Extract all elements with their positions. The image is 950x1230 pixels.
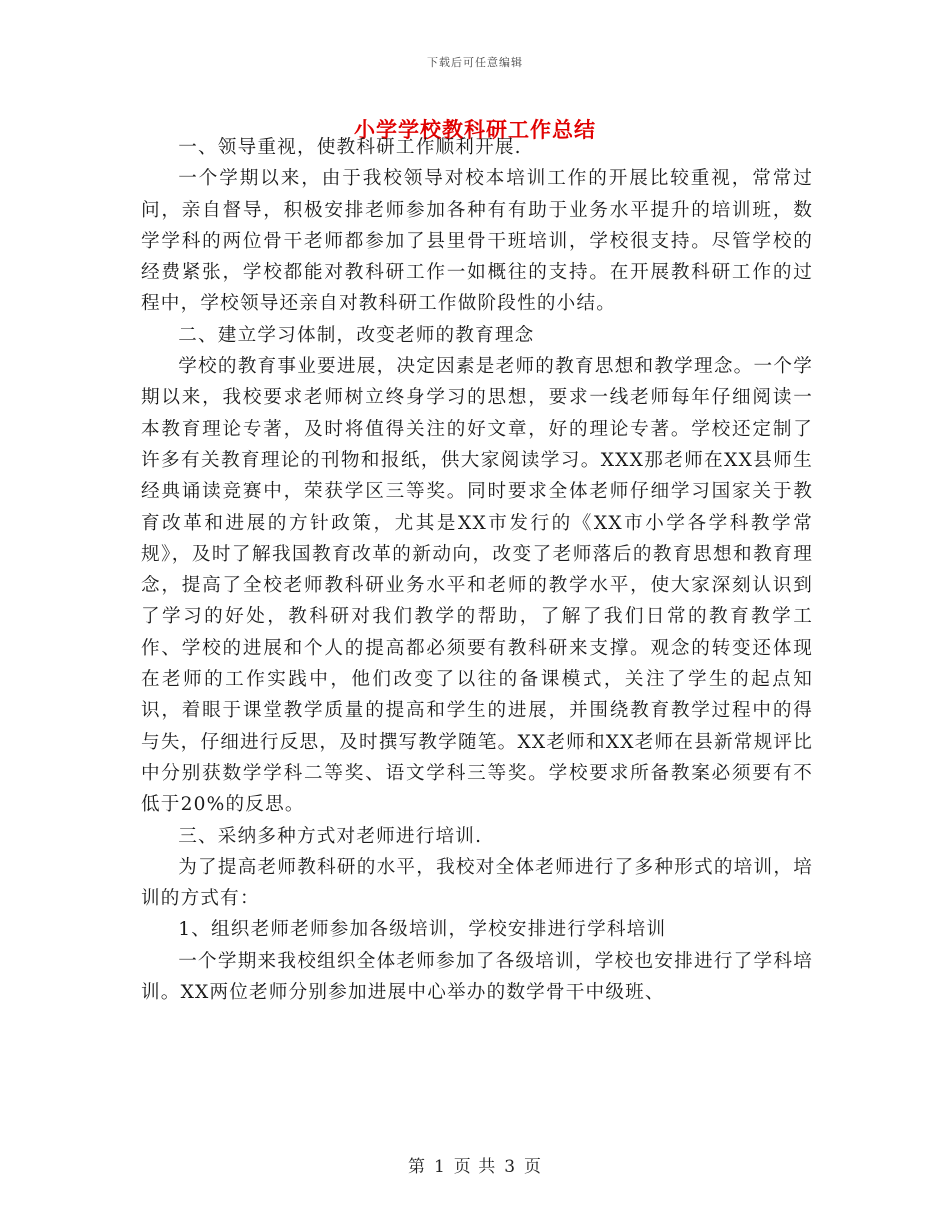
- document-title: 小学学校教科研工作总结: [354, 117, 596, 142]
- page-footer: [0, 1152, 950, 1177]
- section-heading-2: 二、建立学习体制，改变老师的教育理念: [178, 324, 535, 346]
- body-paragraph: 学校的教育事业要进展，决定因素是老师的教育思想和教学理念。一个学期以来，我校要求老师树立终身学习的思想，要求一线老师每年仔细阅读一本教育理论专著，及时将值得关注的好文章，好的理论专著。学校还定制了许多有关教育理论的刊物和报纸，供大家阅读学习。XXX那老师在XX县师生经典诵读竞赛中，荣获学区三等奖。同时要求全体老师仔细学习国家关于教育改革和进展的方针政策，尤其是XX市发行的《XX市小学各学科教学常规》，及时了解我国教育改革的新动向，改变了老师落后的教育思想和教育理念，提高了全校老师教科研业务水平和老师的教学水平，使大家深刻认识到了学习的好处，教科研对我们教学的帮助，了解了我们日常的教育教学工作、学校的进展和个人的提高都必须要有教科研来支撑。观念的转变还体现在老师的工作实践中，他们改变了以往的备课模式，关注了学生的起点知识，着眼于课堂教学质量的提高和学生的进展，并围绕教育教学过程中的得与失，仔细进行反思，及时撰写教学随笔。XX老师和XX老师在县新常规评比中分别获数学学科二等奖、语文学科三等奖。学校要求所备教案必须要有不低于20%的反思。: [141, 356, 813, 816]
- section-heading-1: 一、领导重视，使教科研工作顺利开展.: [178, 137, 522, 158]
- header-note: 下载后可任意编辑: [427, 56, 523, 69]
- body-paragraph: 一个学期来我校组织全体老师参加了各级培训，学校也安排进行了学科培训。XX两位老师分别参加进展中心举办的数学骨干中级班、: [141, 950, 813, 1004]
- page-label-prefix: 第: [407, 1157, 426, 1177]
- section-heading-3: 三、采纳多种方式对老师进行培训.: [178, 825, 483, 847]
- body-paragraph: 一个学期以来，由于我校领导对校本培训工作的开展比较重视，常常过问，亲自督导，积极安排老师参加各种有有助于业务水平提升的培训班，数学学科的两位骨干老师都参加了县里骨干班培训，学校很支持。尽管学校的经费紧张，学校都能对教科研工作一如概往的支持。在开展教科研工作的过程中，学校领导还亲自对教科研工作做阶段性的小结。: [141, 168, 813, 315]
- page-total: 3: [504, 1157, 517, 1177]
- subsection-heading: 1、组织老师老师参加各级培训，学校安排进行学科培训: [178, 919, 667, 941]
- page-label-mid: 页 共: [453, 1157, 497, 1177]
- body-paragraph: 为了提高老师教科研的水平，我校对全体老师进行了多种形式的培训，培训的方式有：: [141, 856, 813, 910]
- page-label-suffix: 页: [524, 1157, 543, 1177]
- page-number: 1: [433, 1157, 446, 1177]
- document-body: [141, 132, 813, 1008]
